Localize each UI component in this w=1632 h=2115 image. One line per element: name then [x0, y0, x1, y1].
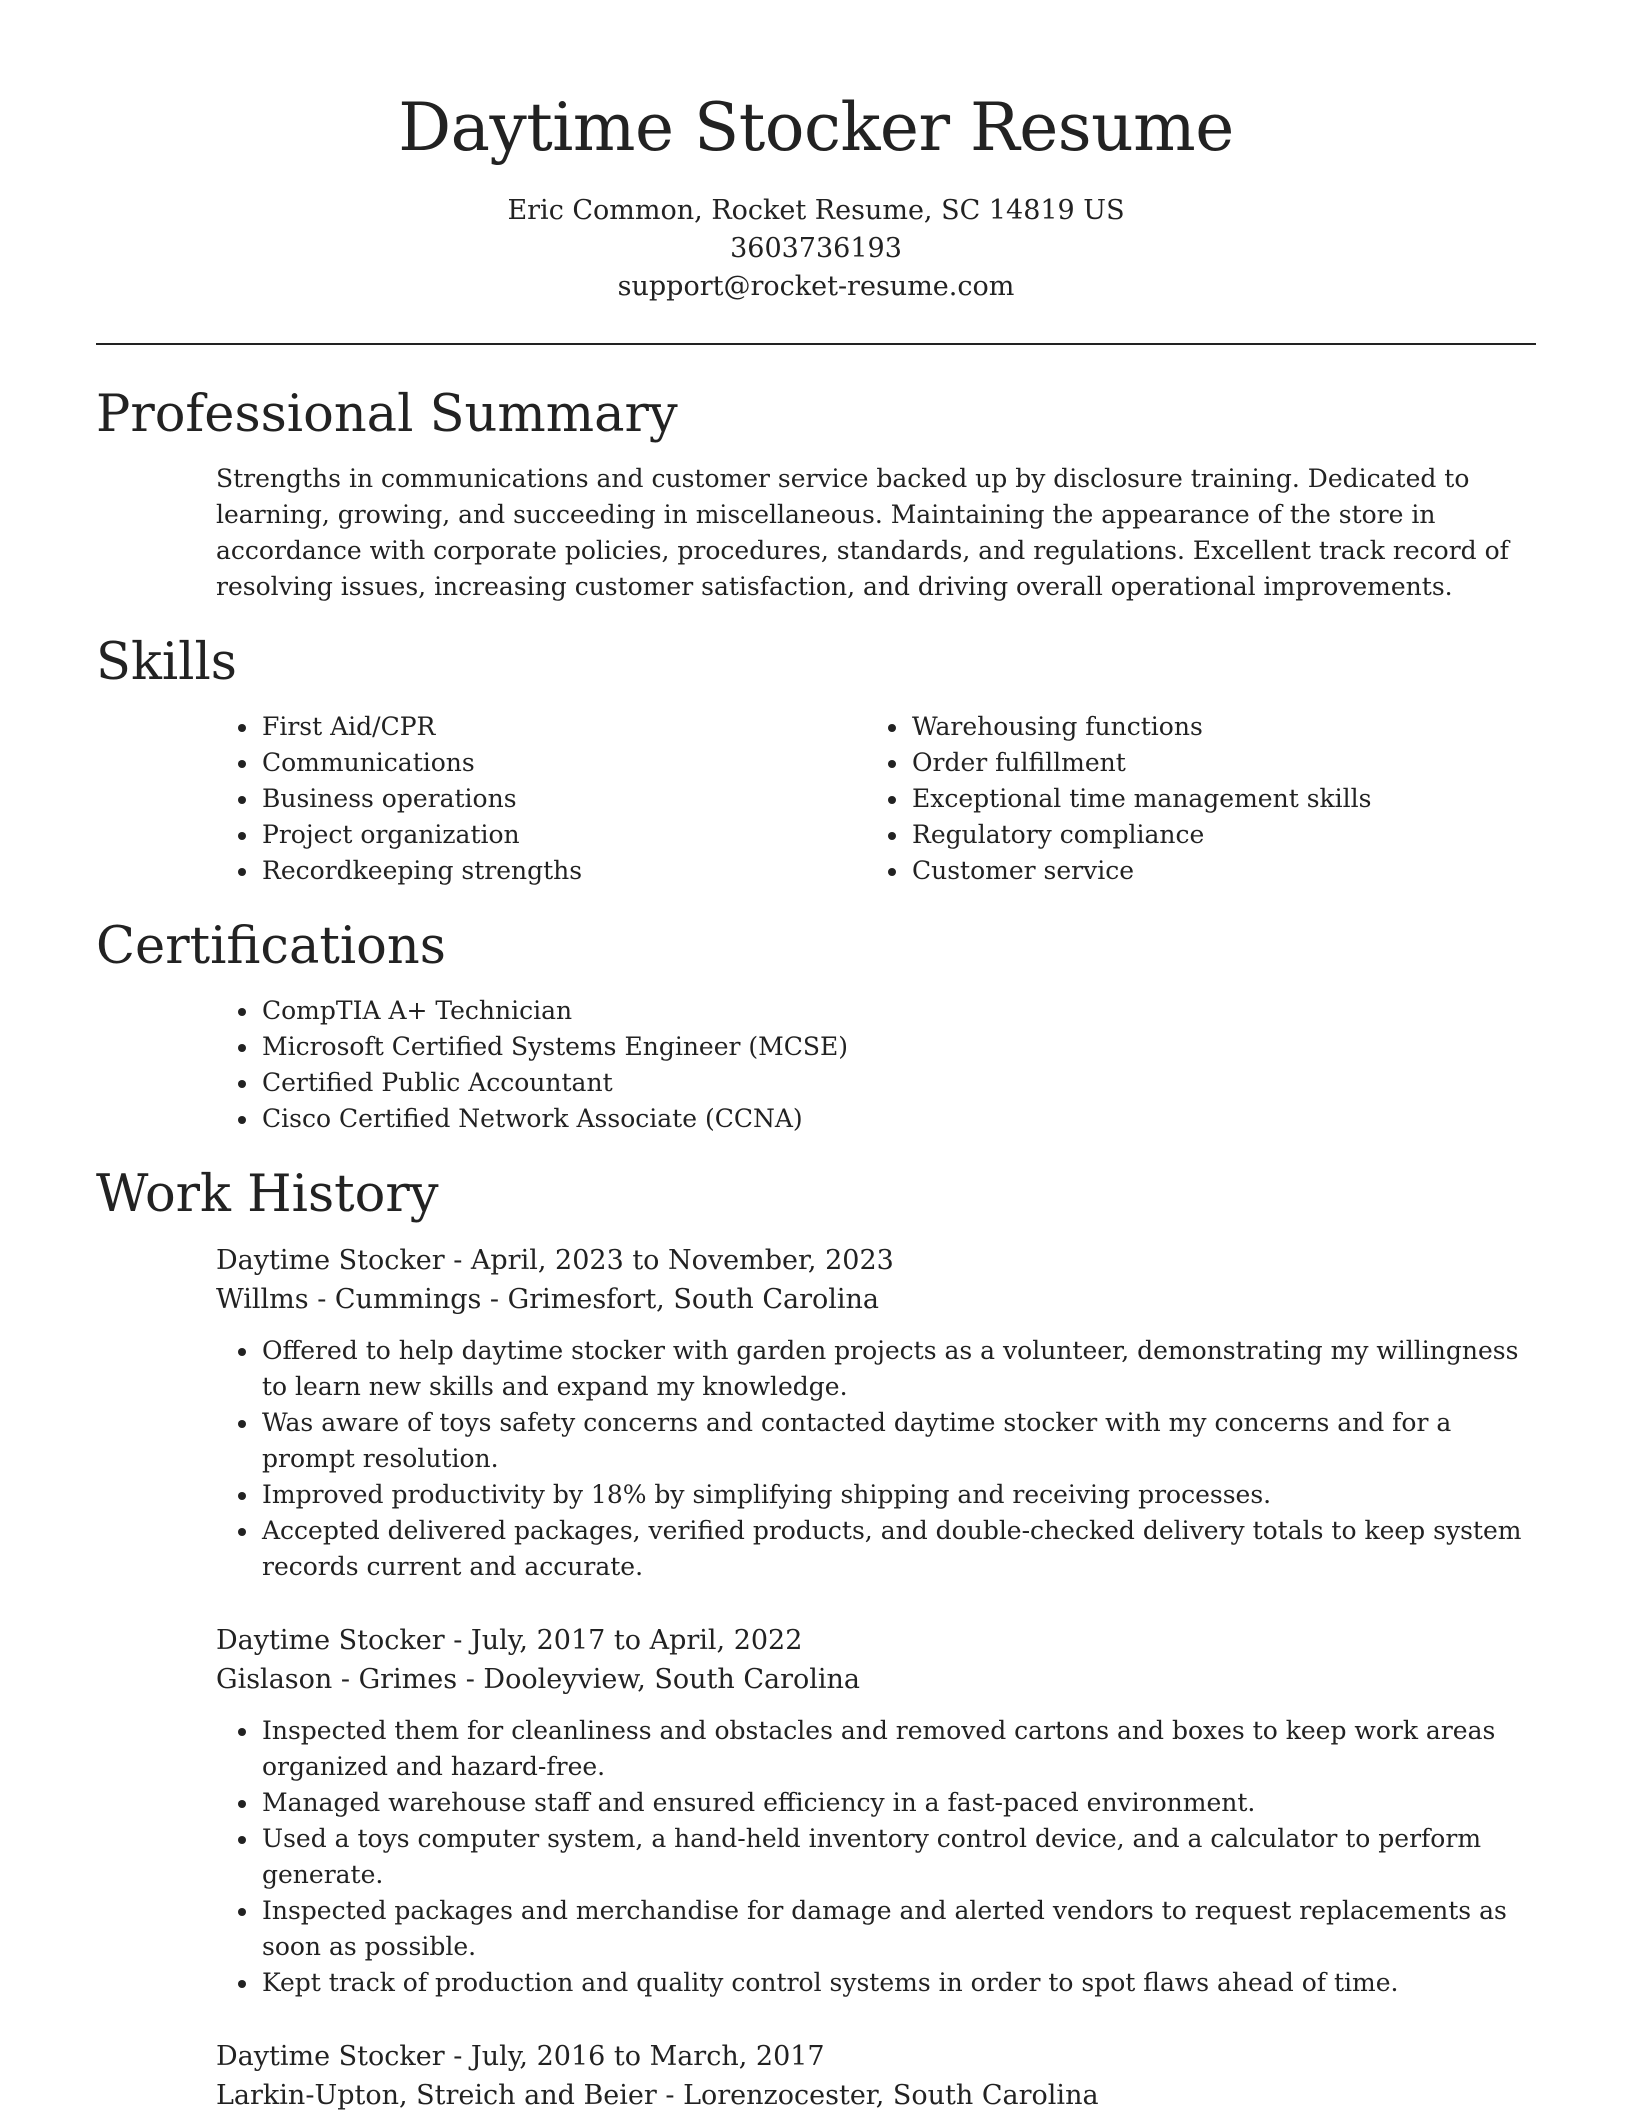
- certification-item: • CompTIA A+ Technician: [260, 993, 1536, 1029]
- skills-list-left: [216, 709, 866, 889]
- job-role-dates: Daytime Stocker - July, 2017 to April, 2022: [216, 1625, 803, 1656]
- job-role-dates: Daytime Stocker - April, 2023 to November, 2023: [216, 1245, 894, 1276]
- certification-item: • Cisco Certified Network Associate (CCNA): [260, 1101, 1536, 1137]
- header-divider: [96, 343, 1536, 345]
- job-entry: [216, 2037, 1536, 2115]
- job-bullet: • Improved productivity by 18% by simplifying shipping and receiving processes.: [260, 1477, 1536, 1513]
- contact-email: support@rocket-resume.com: [617, 271, 1015, 302]
- skill-item: • Exceptional time management skills: [910, 781, 1516, 817]
- contact-block: [0, 192, 1632, 306]
- job-bullet: • Kept track of production and quality control systems in order to spot flaws ahead of time.: [260, 1965, 1536, 2001]
- job-company-location: Larkin-Upton, Streich and Beier - Lorenzocester, South Carolina: [216, 2080, 1099, 2111]
- job-bullet: • Offered to help daytime stocker with garden projects as a volunteer, demonstrating my willingness to learn new skills and expand my knowledge.: [260, 1333, 1536, 1405]
- skills-list-right: [866, 709, 1516, 889]
- skill-item: • Order fulfillment: [910, 745, 1516, 781]
- job-entry: [216, 1621, 1536, 2001]
- job-company-location: Willms - Cummings - Grimesfort, South Carolina: [216, 1284, 879, 1315]
- certifications-list: [216, 993, 1536, 1137]
- certifications-section: [0, 915, 1632, 1137]
- job-bullet: • Managed warehouse staff and ensured efficiency in a fast-paced environment.: [260, 1785, 1536, 1821]
- work-history-heading: Work History: [96, 1165, 439, 1224]
- certifications-heading: Certifications: [96, 917, 446, 976]
- job-bullet: • Accepted delivered packages, verified products, and double-checked delivery totals to keep system records current and accurate.: [260, 1513, 1536, 1585]
- contact-address: Eric Common, Rocket Resume, SC 14819 US: [507, 195, 1125, 226]
- skill-item: • Regulatory compliance: [910, 817, 1516, 853]
- resume-title: Daytime Stocker Resume: [398, 89, 1234, 166]
- job-entry: [216, 1241, 1536, 1585]
- summary-section: [0, 383, 1632, 605]
- skills-heading: Skills: [96, 633, 237, 692]
- summary-heading: Professional Summary: [96, 385, 678, 444]
- skill-item: • Recordkeeping strengths: [260, 853, 866, 889]
- work-history-section: [0, 1163, 1632, 2115]
- skill-item: • Project organization: [260, 817, 866, 853]
- certification-item: • Certified Public Accountant: [260, 1065, 1536, 1101]
- skills-column-left: [216, 709, 866, 889]
- skill-item: • Business operations: [260, 781, 866, 817]
- job-bullet: • Was aware of toys safety concerns and contacted daytime stocker with my concerns and for a prompt resolution.: [260, 1405, 1536, 1477]
- skill-item: • Customer service: [910, 853, 1516, 889]
- certification-item: • Microsoft Certified Systems Engineer (MCSE): [260, 1029, 1536, 1065]
- job-bullets: [216, 1333, 1536, 1585]
- job-bullet: • Used a toys computer system, a hand-held inventory control device, and a calculator to perform generate.: [260, 1821, 1536, 1893]
- job-company-location: Gislason - Grimes - Dooleyview, South Carolina: [216, 1664, 861, 1695]
- job-role-dates: Daytime Stocker - July, 2016 to March, 2017: [216, 2041, 825, 2072]
- job-bullet: • Inspected them for cleanliness and obstacles and removed cartons and boxes to keep work areas organized and hazard-free.: [260, 1713, 1536, 1785]
- skills-section: [0, 631, 1632, 889]
- skill-item: • First Aid/CPR: [260, 709, 866, 745]
- certifications-block: [216, 993, 1536, 1137]
- skill-item: • Communications: [260, 745, 866, 781]
- job-bullets: [216, 1713, 1536, 2001]
- skill-item: • Warehousing functions: [910, 709, 1516, 745]
- summary-text: Strengths in communications and customer service backed up by disclosure training. Dedicated to learning, growing, and succeeding in miscellaneous. Maintaining the appearance of the store in accordance with corporate policies, procedures, standards, and regulations. Excellent track record of resolving issues, increasing customer satisfaction, and driving overall operational improvements.: [216, 464, 1509, 601]
- resume-header: [0, 0, 1632, 306]
- skills-column-right: [866, 709, 1516, 889]
- skills-grid: [216, 709, 1536, 889]
- contact-phone: 3603736193: [730, 233, 902, 264]
- job-bullet: • Inspected packages and merchandise for damage and alerted vendors to request replacements as soon as possible.: [260, 1893, 1536, 1965]
